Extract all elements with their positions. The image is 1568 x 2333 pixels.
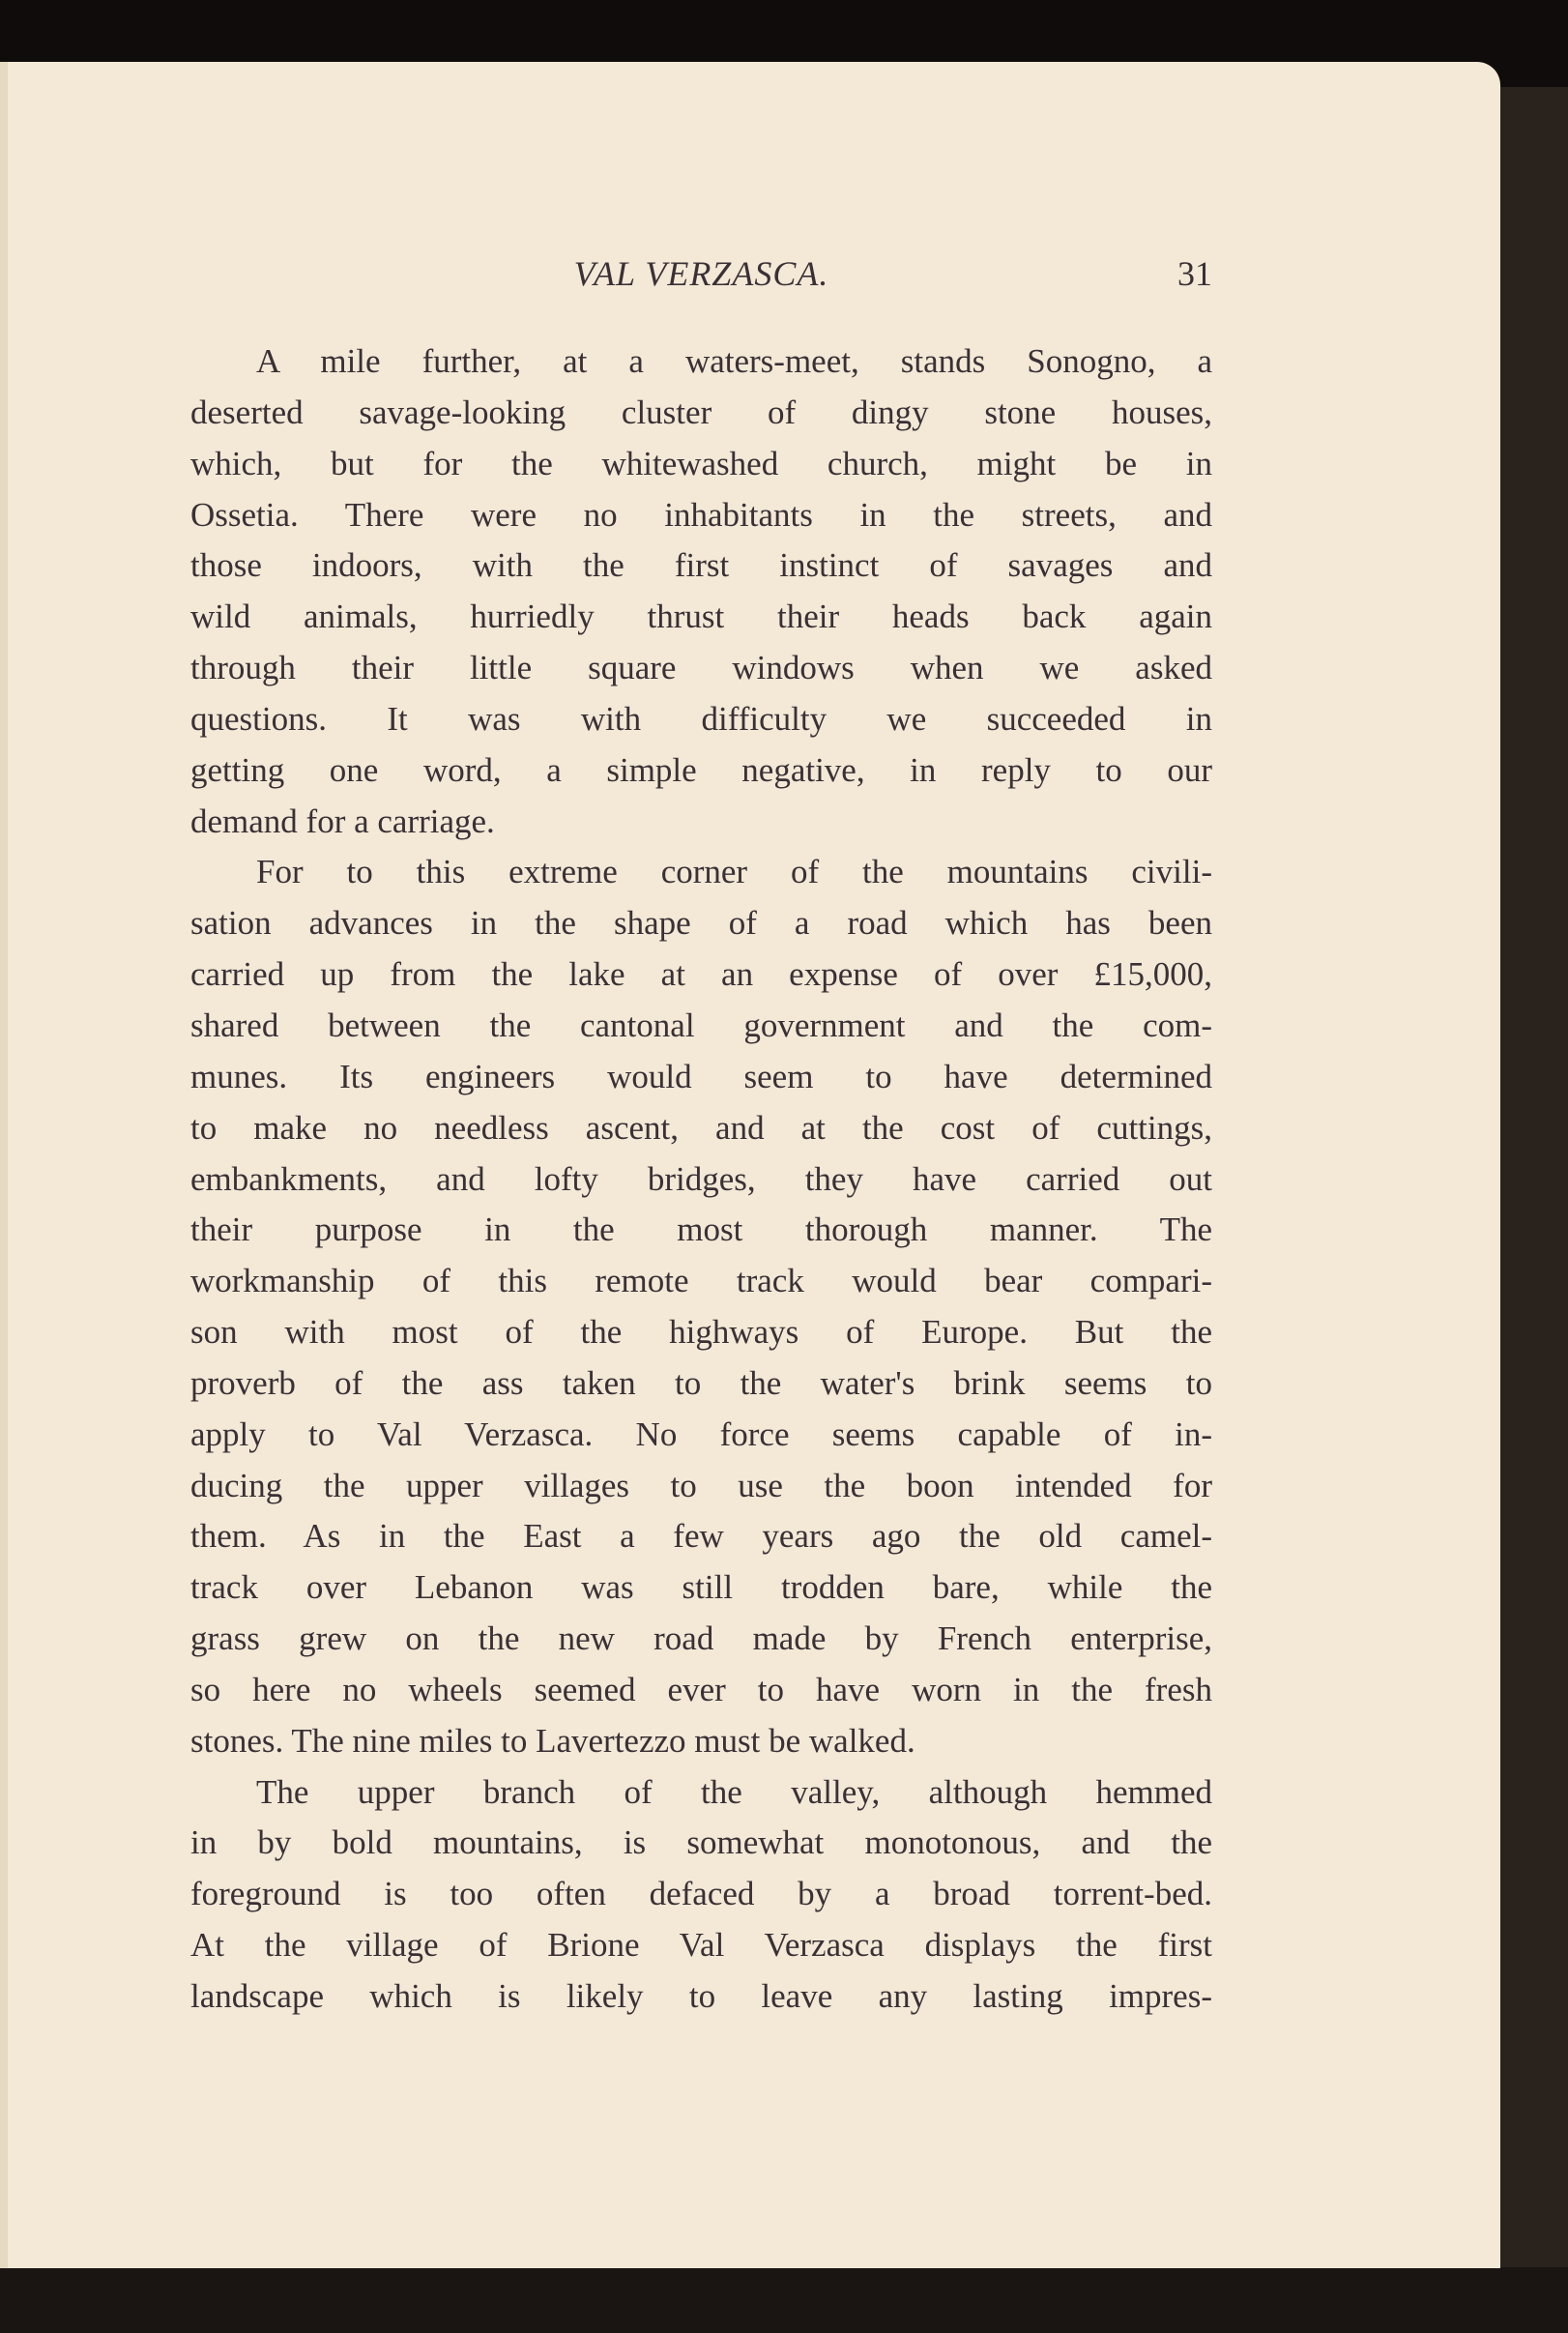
text-line: demand for a carriage. [190,802,495,840]
text-line: those indoors, with the first instinct of savages and [190,546,1212,585]
text-line: in by bold mountains, is somewhat monotonous, and the [190,1823,1212,1862]
text-line: grass grew on the new road made by French enterprise, [190,1619,1212,1658]
text-line: getting one word, a simple negative, in reply to our [190,750,1212,789]
text-line: sation advances in the shape of a road which has been [190,904,1212,943]
text-line: Ossetia. There were no inhabitants in the streets, and [190,495,1212,534]
page-header [190,253,1212,302]
text-line: workmanship of this remote track would bear compari- [190,1262,1212,1300]
text-line: foreground is too often defaced by a broad torrent-bed. [190,1875,1212,1913]
text-line: apply to Val Verzasca. No force seems capable of in- [190,1414,1212,1453]
scanner-background-right [1496,87,1568,2333]
text-line: The upper branch of the valley, although hemmed [256,1772,1212,1811]
text-line: questions. It was with difficulty we succeeded in [190,699,1212,738]
page-number: 31 [1177,254,1212,293]
text-line: stones. The nine miles to Lavertezzo must be walked. [190,1721,915,1760]
text-line: carried up from the lake at an expense of over £15,000, [190,955,1212,994]
text-line: proverb of the ass taken to the water's brink seems to [190,1363,1212,1402]
body-text [190,336,1212,2023]
text-line: so here no wheels seemed ever to have worn in the fresh [190,1670,1212,1708]
text-line: deserted savage-looking cluster of dingy stone houses, [190,393,1212,431]
text-line: wild animals, hurriedly thrust their heads back again [190,598,1212,636]
scanner-background-bottom [0,2267,1568,2333]
text-line: which, but for the whitewashed church, might be in [190,444,1212,482]
page-gutter-edge [0,62,8,2268]
text-line: them. As in the East a few years ago the old camel- [190,1517,1212,1556]
text-line: At the village of Brione Val Verzasca displays the first [190,1926,1212,1965]
text-line: For to this extreme corner of the mountains civili- [256,853,1212,891]
text-line: their purpose in the most thorough manner. The [190,1210,1212,1249]
text-line: to make no needless ascent, and at the cost of cuttings, [190,1108,1212,1147]
text-line: son with most of the highways of Europe. But the [190,1313,1212,1352]
text-line: landscape which is likely to leave any lasting impres- [190,1977,1212,2015]
text-line: A mile further, at a waters-meet, stands Sonogno, a [256,342,1212,380]
text-line: embankments, and lofty bridges, they have carried out [190,1159,1212,1198]
text-line: through their little square windows when we asked [190,649,1212,687]
text-line: shared between the cantonal government and the com- [190,1006,1212,1044]
running-head: VAL VERZASCA. [573,254,829,293]
text-line: munes. Its engineers would seem to have determined [190,1057,1212,1095]
text-line: track over Lebanon was still trodden bare, while the [190,1568,1212,1607]
text-line: ducing the upper villages to use the boon intended for [190,1466,1212,1504]
